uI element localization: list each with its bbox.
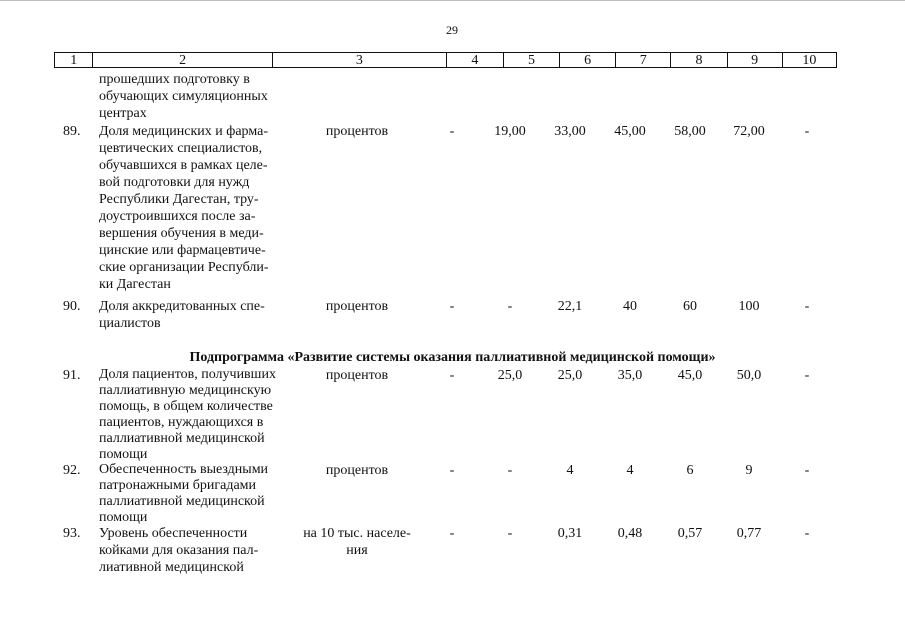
row-value: 40 [623, 299, 637, 314]
table-header [54, 52, 837, 68]
header-col-10: 10 [802, 53, 817, 68]
header-col-9: 9 [728, 53, 783, 67]
row-unit: процентов [325, 299, 389, 314]
row-value: 4 [626, 463, 634, 478]
row-value: - [804, 299, 810, 314]
row-value: 25,0 [497, 368, 523, 383]
row-value: 0,48 [617, 526, 643, 541]
row-value: - [507, 299, 513, 314]
row-number: 91. [63, 368, 81, 383]
row-description: Обеспеченность выездными патронажными бригадами паллиативной медицинской помощи [99, 462, 269, 525]
row-value: - [507, 526, 513, 541]
row-description: Уровень обеспеченности койками для оказания пал- лиативной медицинской [99, 526, 259, 575]
top-border-line [0, 0, 905, 1]
row-value: 45,0 [677, 368, 703, 383]
row-description: Доля пациентов, получивших паллиативную медицинскую помощь, в общем количестве пациентов, нуждающихся в паллиативной медицинской помощи [99, 367, 276, 462]
row-value: - [449, 368, 455, 383]
row-unit: процентов [325, 124, 389, 139]
continuation-description: прошедших подготовку в обучающих симуляционных центрах [99, 72, 268, 121]
row-value: - [449, 124, 455, 139]
row-value: 72,00 [733, 124, 765, 139]
page-number: 29 [446, 23, 458, 37]
header-col-2: 2 [93, 53, 273, 67]
row-value: 35,0 [617, 368, 643, 383]
subprogram-heading: Подпрограмма «Развитие системы оказания паллиативной медицинской помощи» [189, 350, 716, 365]
header-col-3: 3 [273, 53, 447, 67]
row-number: 90. [63, 299, 81, 314]
row-number: 89. [63, 124, 81, 139]
row-value: 0,77 [736, 526, 762, 541]
row-value: 19,00 [494, 124, 526, 139]
row-value: 25,0 [557, 368, 583, 383]
row-value: 50,0 [736, 368, 762, 383]
row-value: 9 [745, 463, 753, 478]
header-col-1: 1 [55, 53, 93, 67]
row-value: 4 [566, 463, 574, 478]
row-number: 92. [63, 463, 81, 478]
row-value: 22,1 [557, 299, 583, 314]
row-number: 93. [63, 526, 81, 541]
row-value: 100 [738, 299, 760, 314]
header-col-6: 6 [560, 53, 616, 67]
row-value: - [804, 526, 810, 541]
row-value: - [449, 526, 455, 541]
row-value: - [507, 463, 513, 478]
row-value: - [804, 124, 810, 139]
row-unit: на 10 тыс. населе- ния [303, 526, 411, 558]
row-value: - [804, 463, 810, 478]
row-value: 45,00 [614, 124, 646, 139]
row-value: 58,00 [674, 124, 706, 139]
header-col-5: 5 [504, 53, 560, 67]
row-value: 6 [686, 463, 694, 478]
row-value: 60 [683, 299, 697, 314]
row-value: - [449, 299, 455, 314]
row-unit: процентов [325, 463, 389, 478]
header-col-7: 7 [616, 53, 671, 67]
row-value: 0,57 [677, 526, 703, 541]
row-value: 0,31 [557, 526, 583, 541]
row-value: - [804, 368, 810, 383]
row-value: 33,00 [554, 124, 586, 139]
row-unit: процентов [325, 368, 389, 383]
header-col-4: 4 [447, 53, 504, 67]
header-col-8: 8 [671, 53, 727, 67]
row-value: - [449, 463, 455, 478]
row-description: Доля медицинских и фарма- цевтических специалистов, обучавшихся в рамках целе- вой подготовки для нужд Республики Дагестан, тру- доустроившихся после за- вершения обучения в меди- цинские или фармацевтиче- ские организации Республи- ки Дагестан [99, 124, 269, 292]
row-description: Доля аккредитованных спе- циалистов [99, 299, 265, 331]
